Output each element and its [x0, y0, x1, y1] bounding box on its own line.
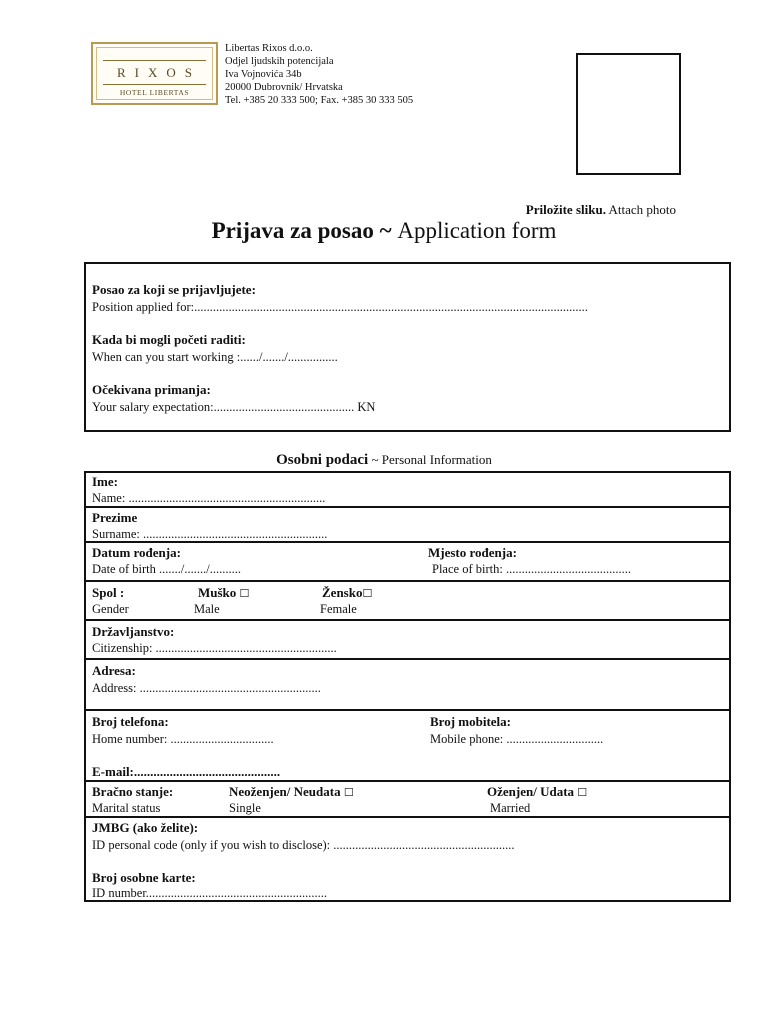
company-address [225, 42, 413, 107]
checkbox-icon[interactable]: ☐ [239, 587, 250, 600]
citizenship-field[interactable]: Citizenship: .......................................................... [92, 641, 337, 655]
row-divider [86, 709, 729, 711]
mobile-field[interactable]: Mobile phone: ............................... [430, 732, 604, 746]
address-line: Odjel ljudskih potencijala [225, 56, 334, 67]
gender-male-option[interactable]: Muško ☐ [198, 585, 250, 600]
gender-label-en: Gender [92, 602, 129, 616]
row-divider [86, 816, 729, 818]
checkbox-icon[interactable]: ☐ [362, 587, 373, 600]
female-label: Female [320, 602, 357, 616]
photo-placeholder[interactable] [576, 53, 681, 175]
personal-info-title: Osobni podaci ~ Personal Information [276, 452, 492, 468]
dob-field[interactable]: Date of birth ......./......./.......... [92, 562, 241, 576]
surname-field[interactable]: Surname: ........................................................... [92, 527, 328, 541]
phone-field[interactable]: Home number: ................................. [92, 732, 274, 746]
page-title: Prijava za posao ~ Application form [211, 218, 557, 243]
mobile-label: Broj mobitela: [430, 714, 511, 729]
citizenship-label: Državljanstvo: [92, 624, 175, 639]
personal-info-table [84, 471, 731, 902]
checkbox-icon[interactable]: ☐ [343, 786, 354, 799]
address-line: 20000 Dubrovnik/ Hrvatska [225, 82, 343, 93]
marital-married-option[interactable]: Oženjen/ Udata ☐ [487, 784, 588, 799]
name-label: Ime: [92, 474, 118, 489]
row-divider [86, 580, 729, 582]
row-divider [86, 619, 729, 621]
single-label: Single [229, 801, 261, 815]
attach-photo-label: Priložite sliku. Attach photo [525, 202, 676, 217]
jmbg-label: JMBG (ako želite): [92, 820, 199, 835]
male-label: Male [194, 602, 220, 616]
gender-label: Spol : [92, 585, 125, 600]
married-label: Married [490, 801, 531, 815]
email-field[interactable]: E-mail:............................................. [92, 764, 281, 779]
position-section [84, 262, 731, 432]
phone-label: Broj telefona: [92, 714, 169, 729]
company-logo [91, 42, 218, 105]
address-line: Tel. +385 20 333 500; Fax. +385 30 333 505 [225, 95, 414, 106]
marital-label-en: Marital status [92, 801, 161, 815]
row-divider [86, 780, 729, 782]
pob-label: Mjesto rođenja: [428, 545, 517, 560]
address-field[interactable]: Address: .......................................................... [92, 681, 321, 695]
jmbg-field[interactable]: ID personal code (only if you wish to disclose): .......................................................... [92, 838, 515, 852]
row-divider [86, 658, 729, 660]
address-label: Adresa: [92, 663, 136, 678]
marital-label: Bračno stanje: [92, 784, 174, 799]
salary-label: Očekivana primanja: [92, 382, 211, 397]
logo-subtitle: HOTEL LIBERTAS [119, 88, 190, 97]
dob-label: Datum rođenja: [92, 545, 181, 560]
checkbox-icon[interactable]: ☐ [577, 786, 588, 799]
address-line: Libertas Rixos d.o.o. [225, 43, 313, 54]
marital-single-option[interactable]: Neoženjen/ Neudata ☐ [229, 784, 354, 799]
position-label: Posao za koji se prijavljujete: [92, 282, 256, 297]
idcard-field[interactable]: ID number.......................................................... [92, 886, 328, 900]
address-line: Iva Vojnovića 34b [225, 69, 302, 80]
row-divider [86, 506, 729, 508]
position-field[interactable]: Position applied for:.............................................................................................................................. [92, 300, 588, 314]
logo-word: RIXOS [116, 65, 201, 80]
surname-label: Prezime [92, 510, 138, 525]
salary-field[interactable]: Your salary expectation:............................................. KN [92, 400, 376, 414]
name-field[interactable]: Name: ............................................................... [92, 491, 326, 505]
idcard-label: Broj osobne karte: [92, 870, 196, 885]
start-date-label: Kada bi mogli početi raditi: [92, 332, 246, 347]
pob-field[interactable]: Place of birth: ........................................ [432, 562, 631, 576]
gender-female-option[interactable]: Žensko☐ [322, 585, 373, 600]
start-date-field[interactable]: When can you start working :....../......./................ [92, 350, 338, 364]
